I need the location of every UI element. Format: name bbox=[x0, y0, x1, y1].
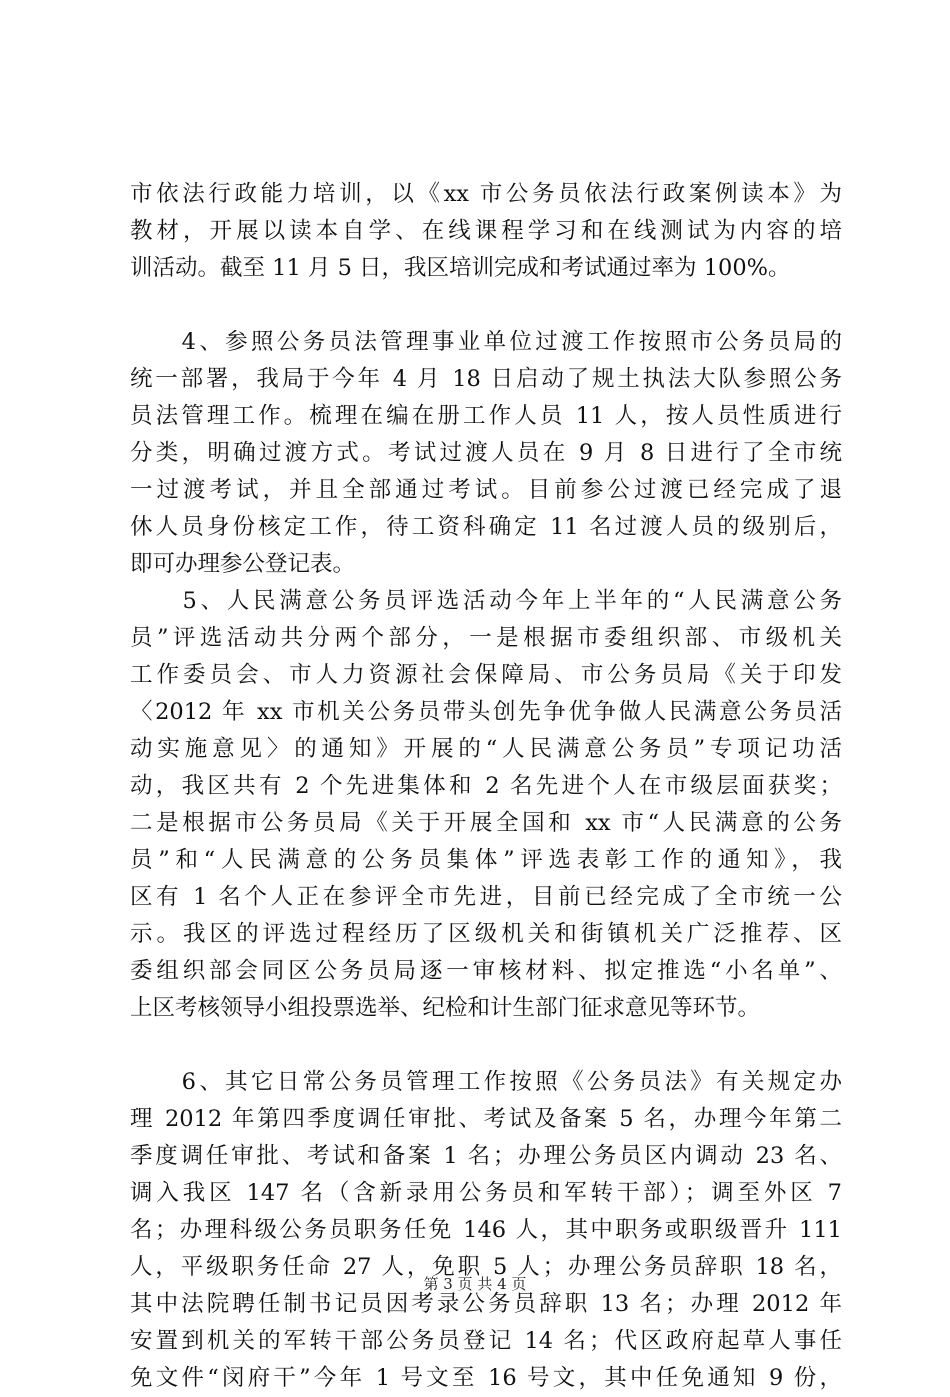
paragraph-gap bbox=[130, 1027, 842, 1064]
text-line: 动，我区共有 2 个先进集体和 2 名先进个人在市级层面获奖； bbox=[130, 773, 842, 799]
text-line: 其中法院聘任制书记员因考录公务员辞职 13 名；办理 2012 年 bbox=[130, 1291, 842, 1317]
text-line: 5、人民满意公务员评选活动今年上半年的“人民满意公务 bbox=[130, 588, 842, 614]
text-line: 人，平级职务任命 27 人，免职 5 人；办理公务员辞职 18 名， bbox=[130, 1254, 842, 1280]
text-line: 〈2012 年 xx 市机关公务员带头创先争优争做人民满意公务员活 bbox=[130, 699, 842, 725]
text-line: 教材，开展以读本自学、在线课程学习和在线测试为内容的培 bbox=[130, 218, 842, 244]
paragraph-gap bbox=[130, 287, 842, 324]
text-line: 员法管理工作。梳理在编在册工作人员 11 人，按人员性质进行 bbox=[130, 403, 842, 429]
text-line: 员”评选活动共分两个部分，一是根据市委组织部、市级机关 bbox=[130, 625, 842, 651]
text-line: 动实施意见〉的通知》开展的“人民满意公务员”专项记功活 bbox=[130, 736, 842, 762]
text-line: 调入我区 147 名（含新录用公务员和军转干部）；调至外区 7 bbox=[130, 1180, 842, 1206]
text-line: 示。我区的评选过程经历了区级机关和街镇机关广泛推荐、区 bbox=[130, 921, 842, 947]
text-line: 4、参照公务员法管理事业单位过渡工作按照市公务员局的 bbox=[130, 329, 842, 355]
paragraph-item-5 bbox=[130, 583, 842, 1027]
text-line: 即可办理参公登记表。 bbox=[130, 551, 356, 577]
text-line: 理 2012 年第四季度调任审批、考试及备案 5 名，办理今年第二 bbox=[130, 1106, 842, 1132]
text-line: 安置到机关的军转干部公务员登记 14 名；代区政府起草人事任 bbox=[130, 1328, 842, 1354]
text-line: 名；办理科级公务员职务任免 146 人，其中职务或职级晋升 111 bbox=[130, 1217, 842, 1243]
text-line: 委组织部会同区公务员局逐一审核材料、拟定推选“小名单”、 bbox=[130, 958, 842, 984]
paragraph-training bbox=[130, 176, 842, 287]
text-line: 上区考核领导小组投票选举、纪检和计生部门征求意见等环节。 bbox=[130, 995, 761, 1021]
paragraph-item-6 bbox=[130, 1064, 842, 1397]
text-line: 训活动。截至 11 月 5 日，我区培训完成和考试通过率为 100%。 bbox=[130, 255, 791, 281]
text-line: 员”和“人民满意的公务员集体”评选表彰工作的通知》，我 bbox=[130, 847, 842, 873]
text-line: 区有 1 名个人正在参评全市先进，目前已经完成了全市统一公 bbox=[130, 884, 842, 910]
text-line: 工作委员会、市人力资源社会保障局、市公务员局《关于印发 bbox=[130, 662, 842, 688]
text-line: 统一部署，我局于今年 4 月 18 日启动了规土执法大队参照公务 bbox=[130, 366, 842, 392]
document-body bbox=[130, 176, 842, 1397]
text-line: 休人员身份核定工作，待工资科确定 11 名过渡人员的级别后， bbox=[130, 514, 842, 540]
text-line: 市依法行政能力培训，以《xx 市公务员依法行政案例读本》为 bbox=[130, 181, 842, 207]
text-line: 免文件“闵府干”今年 1 号文至 16 号文，其中任免通知 9 份， bbox=[130, 1365, 842, 1391]
text-line: 一过渡考试，并且全部通过考试。目前参公过渡已经完成了退 bbox=[130, 477, 842, 503]
text-line: 分类，明确过渡方式。考试过渡人员在 9 月 8 日进行了全市统 bbox=[130, 440, 842, 466]
page-number-footer: 第 3 页 共 4 页 bbox=[423, 1275, 527, 1293]
paragraph-item-4 bbox=[130, 324, 842, 583]
text-line: 二是根据市公务员局《关于开展全国和 xx 市“人民满意的公务 bbox=[130, 810, 842, 836]
text-line: 季度调任审批、考试和备案 1 名；办理公务员区内调动 23 名、 bbox=[130, 1143, 842, 1169]
text-line: 6、其它日常公务员管理工作按照《公务员法》有关规定办 bbox=[130, 1069, 842, 1095]
